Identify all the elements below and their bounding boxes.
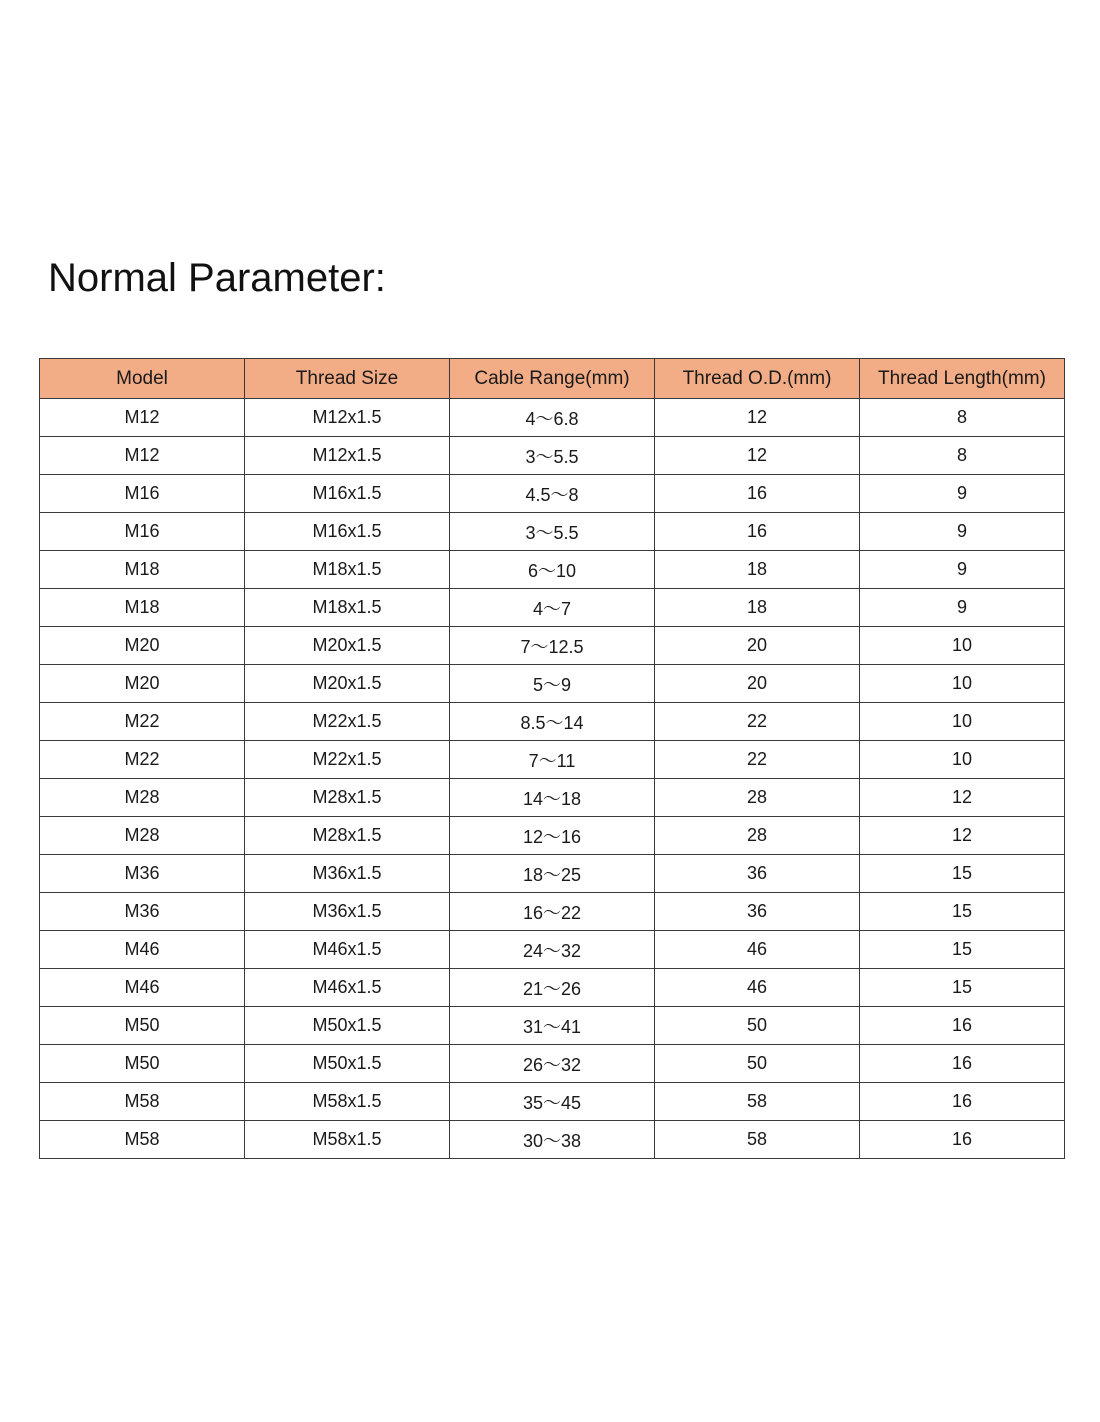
cell-model: M46 [40,931,245,969]
cell-thread-size: M46x1.5 [245,931,450,969]
cell-model: M16 [40,475,245,513]
cell-thread-length: 15 [860,931,1065,969]
cell-thread-length: 10 [860,741,1065,779]
cell-cable-range: 30～38 [450,1121,655,1159]
cell-thread-size: M18x1.5 [245,551,450,589]
cell-model: M20 [40,665,245,703]
table-row [40,513,1065,551]
cell-thread-size: M12x1.5 [245,399,450,437]
table-row [40,1121,1065,1159]
cell-thread-od: 12 [655,399,860,437]
cell-thread-od: 12 [655,437,860,475]
cell-cable-range: 16～22 [450,893,655,931]
cell-cable-range: 21～26 [450,969,655,1007]
cell-thread-size: M50x1.5 [245,1045,450,1083]
cell-thread-length: 10 [860,627,1065,665]
cell-cable-range: 4.5～8 [450,475,655,513]
table-row [40,1045,1065,1083]
column-header-thread-od: Thread O.D.(mm) [655,359,860,399]
cell-thread-od: 50 [655,1007,860,1045]
cell-model: M12 [40,399,245,437]
cell-thread-size: M20x1.5 [245,627,450,665]
column-header-thread-length: Thread Length(mm) [860,359,1065,399]
table-row [40,741,1065,779]
cell-cable-range: 4～7 [450,589,655,627]
cell-cable-range: 3～5.5 [450,513,655,551]
parameter-table [39,358,1065,1159]
cell-cable-range: 7～12.5 [450,627,655,665]
cell-thread-od: 22 [655,703,860,741]
cell-thread-length: 12 [860,817,1065,855]
cell-model: M36 [40,855,245,893]
cell-model: M18 [40,589,245,627]
cell-thread-length: 15 [860,969,1065,1007]
column-header-thread-size: Thread Size [245,359,450,399]
cell-thread-size: M50x1.5 [245,1007,450,1045]
table-row [40,589,1065,627]
cell-model: M50 [40,1007,245,1045]
cell-cable-range: 4～6.8 [450,399,655,437]
cell-model: M58 [40,1083,245,1121]
cell-thread-size: M22x1.5 [245,741,450,779]
cell-thread-size: M12x1.5 [245,437,450,475]
cell-thread-od: 18 [655,551,860,589]
cell-model: M22 [40,741,245,779]
cell-thread-od: 46 [655,931,860,969]
cell-thread-length: 16 [860,1007,1065,1045]
cell-model: M36 [40,893,245,931]
cell-thread-length: 9 [860,475,1065,513]
table-row [40,437,1065,475]
column-header-cable-range: Cable Range(mm) [450,359,655,399]
cell-thread-od: 20 [655,665,860,703]
cell-thread-length: 10 [860,703,1065,741]
table-header [40,359,1065,399]
table-row [40,855,1065,893]
cell-thread-size: M16x1.5 [245,475,450,513]
cell-thread-size: M36x1.5 [245,893,450,931]
cell-model: M18 [40,551,245,589]
cell-model: M12 [40,437,245,475]
table-row [40,893,1065,931]
cell-cable-range: 35～45 [450,1083,655,1121]
header-row [40,359,1065,399]
cell-thread-size: M16x1.5 [245,513,450,551]
cell-cable-range: 24～32 [450,931,655,969]
cell-thread-od: 36 [655,893,860,931]
cell-thread-length: 15 [860,893,1065,931]
cell-cable-range: 5～9 [450,665,655,703]
cell-model: M28 [40,817,245,855]
table-row [40,627,1065,665]
cell-cable-range: 31～41 [450,1007,655,1045]
cell-thread-length: 8 [860,399,1065,437]
cell-thread-length: 9 [860,589,1065,627]
table-row [40,475,1065,513]
cell-thread-size: M18x1.5 [245,589,450,627]
cell-thread-length: 9 [860,551,1065,589]
cell-thread-size: M46x1.5 [245,969,450,1007]
cell-model: M50 [40,1045,245,1083]
cell-thread-od: 20 [655,627,860,665]
column-header-model: Model [40,359,245,399]
cell-thread-size: M20x1.5 [245,665,450,703]
table-row [40,1083,1065,1121]
cell-cable-range: 8.5～14 [450,703,655,741]
cell-cable-range: 12～16 [450,817,655,855]
cell-cable-range: 18～25 [450,855,655,893]
cell-thread-od: 28 [655,779,860,817]
table-row [40,817,1065,855]
cell-cable-range: 14～18 [450,779,655,817]
table-row [40,399,1065,437]
cell-thread-length: 16 [860,1045,1065,1083]
cell-cable-range: 6～10 [450,551,655,589]
cell-thread-od: 58 [655,1083,860,1121]
page-title: Normal Parameter: [48,256,386,300]
cell-thread-size: M28x1.5 [245,779,450,817]
cell-thread-od: 50 [655,1045,860,1083]
table-row [40,703,1065,741]
table-body [40,399,1065,1159]
cell-thread-od: 16 [655,513,860,551]
cell-thread-length: 16 [860,1121,1065,1159]
cell-thread-od: 28 [655,817,860,855]
cell-thread-length: 9 [860,513,1065,551]
cell-model: M16 [40,513,245,551]
table-row [40,1007,1065,1045]
cell-model: M20 [40,627,245,665]
cell-thread-od: 36 [655,855,860,893]
cell-thread-size: M58x1.5 [245,1083,450,1121]
cell-thread-size: M28x1.5 [245,817,450,855]
cell-thread-length: 10 [860,665,1065,703]
cell-cable-range: 3～5.5 [450,437,655,475]
cell-thread-od: 16 [655,475,860,513]
cell-thread-length: 8 [860,437,1065,475]
cell-model: M58 [40,1121,245,1159]
cell-cable-range: 26～32 [450,1045,655,1083]
cell-thread-length: 16 [860,1083,1065,1121]
cell-cable-range: 7～11 [450,741,655,779]
table-row [40,551,1065,589]
cell-thread-od: 58 [655,1121,860,1159]
cell-model: M46 [40,969,245,1007]
cell-model: M22 [40,703,245,741]
cell-thread-od: 46 [655,969,860,1007]
table-row [40,931,1065,969]
table-row [40,665,1065,703]
table-row [40,779,1065,817]
table-row [40,969,1065,1007]
cell-thread-size: M36x1.5 [245,855,450,893]
cell-model: M28 [40,779,245,817]
cell-thread-size: M58x1.5 [245,1121,450,1159]
cell-thread-length: 15 [860,855,1065,893]
cell-thread-od: 22 [655,741,860,779]
cell-thread-length: 12 [860,779,1065,817]
cell-thread-size: M22x1.5 [245,703,450,741]
cell-thread-od: 18 [655,589,860,627]
